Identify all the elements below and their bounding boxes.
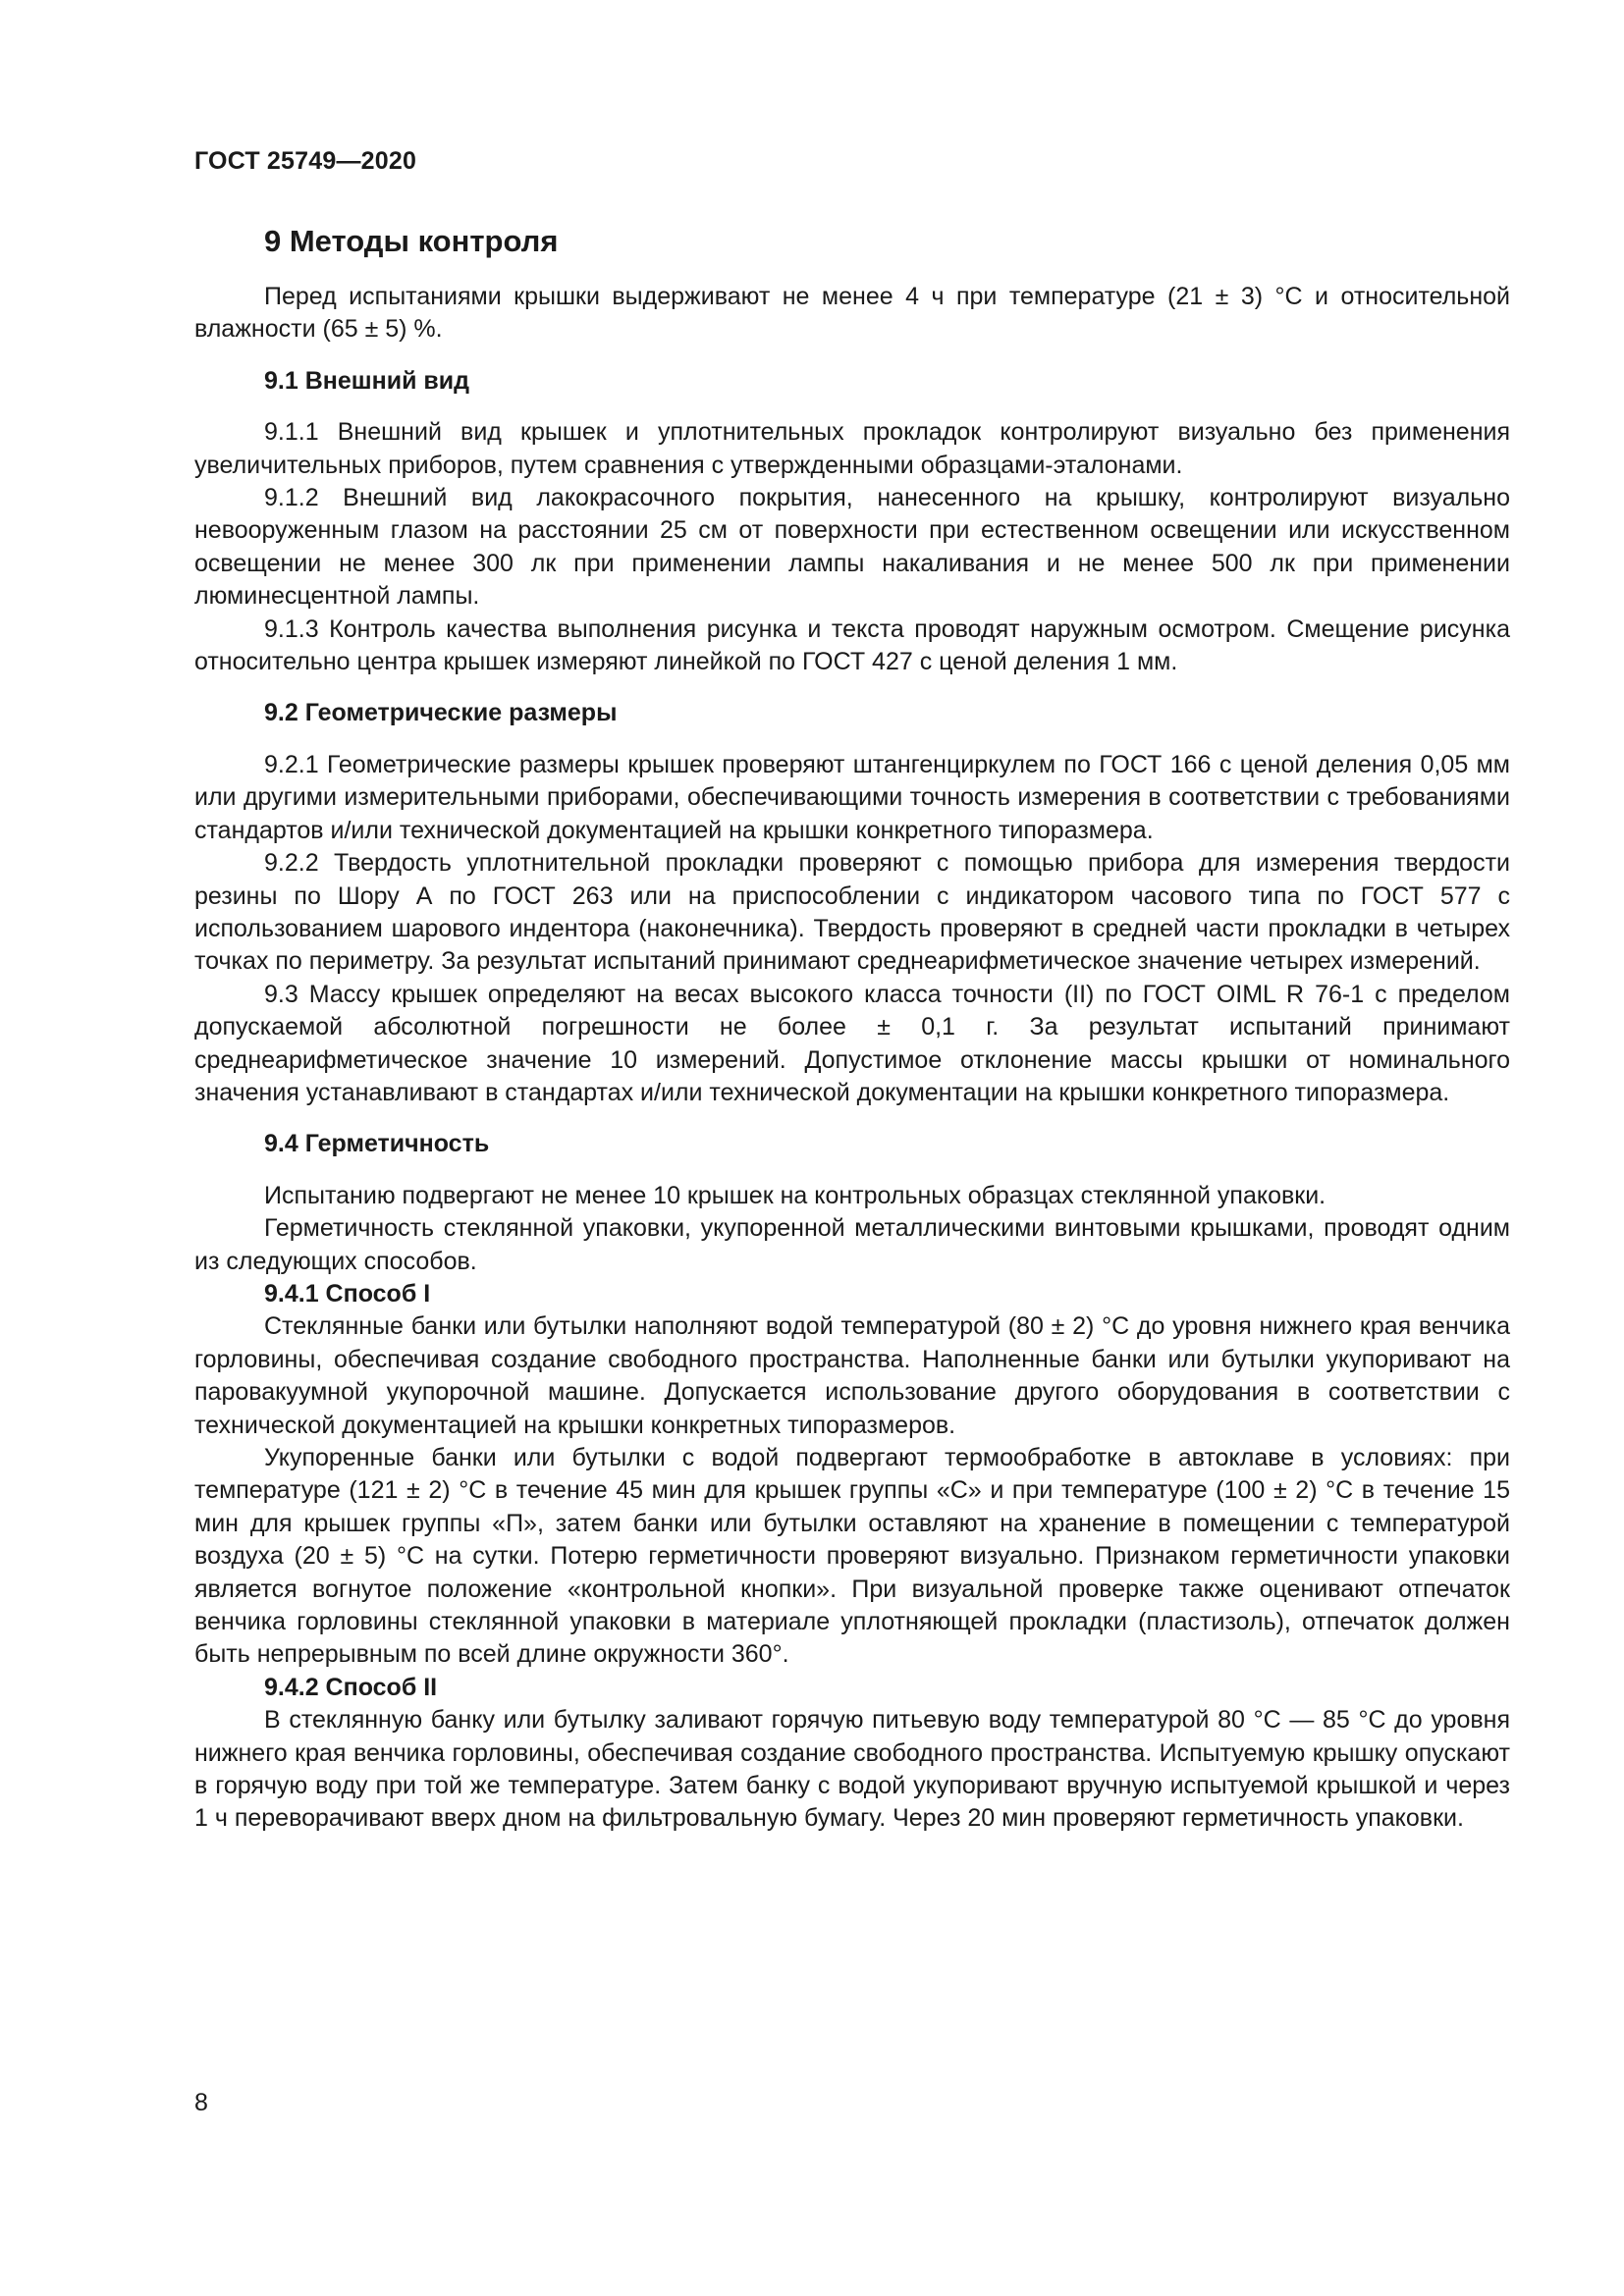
- subsection-title-9-1: 9.1 Внешний вид: [264, 366, 469, 395]
- paragraph-9-3: 9.3 Массу крышек определяют на весах высокого класса точности (II) по ГОСТ OIML R 76-1 с пределом допускаемой абсолютной погрешности не более ± 0,1 г. За результат испытаний принимают среднеарифметическое значение 10 измерений. Допустимое отклонение массы крышки от номинального значения устанавливают в стандартах и/или технической документации на крышки конкретного типоразмера.: [194, 980, 1510, 1106]
- subsection-title-9-4: 9.4 Герметичность: [264, 1130, 490, 1158]
- paragraph-9-4-1-b: Укупоренные банки или бутылки с водой подвергают термообработке в автоклаве в условиях: при температуре (121 ± 2) °С в течение 45 мин для крышек группы «С» и при температуре (100 ± 2) °С в течение 15 мин для крышек группы «П», затем банки или бутылки оставляют на хранение в помещении с температурой воздуха (20 ± 5) °С на сутки. Потерю герметичности проверяют визуально. Признаком герметичности упаковки является вогнутое положение «контрольной кнопки». При визуальной проверке также оценивают отпечаток венчика горловины стеклянной упаковки в материале уплотняющей прокладки (пластизоль), отпечаток должен быть непрерывным по всей длине окружности 360°.: [194, 1444, 1510, 1669]
- page-number: 8: [194, 2089, 208, 2116]
- subsection-title-9-2: 9.2 Геометрические размеры: [264, 699, 618, 727]
- method-title-9-4-2: 9.4.2 Способ II: [264, 1673, 438, 1701]
- paragraph-9-4-1-a: Стеклянные банки или бутылки наполняют водой температурой (80 ± 2) °С до уровня нижнего края венчика горловины, обеспечивая создание свободного пространства. Наполненные банки или бутылки укупоривают на паровакуумной укупорочной машине. Допускается использование другого оборудования в соответствии с технической документацией на крышки конкретных типоразмеров.: [194, 1312, 1510, 1439]
- document-body: [194, 222, 1510, 1836]
- paragraph-9-2-1: 9.2.1 Геометрические размеры крышек проверяют штангенциркулем по ГОСТ 166 с ценой деления 0,05 мм или другими измерительными приборами, обеспечивающими точность измерения в соответствии с требованиями стандартов и/или технической документацией на крышки конкретного типоразмера.: [194, 750, 1510, 844]
- document-header-code: ГОСТ 25749—2020: [194, 147, 417, 175]
- section-title: 9 Методы контроля: [264, 224, 559, 258]
- paragraph-9-2-2: 9.2.2 Твердость уплотнительной прокладки проверяют с помощью прибора для измерения твердости резины по Шору А по ГОСТ 263 или на приспособлении с индикатором часового типа по ГОСТ 577 с использованием шарового индентора (наконечника). Твердость проверяют в средней части прокладки в четырех точках по периметру. За результат испытаний принимают среднеарифметическое значение четырех измерений.: [194, 849, 1510, 976]
- paragraph-9-4-intro-1: Испытанию подвергают не менее 10 крышек на контрольных образцах стеклянной упаковки.: [264, 1181, 1326, 1209]
- section-intro: Перед испытаниями крышки выдерживают не менее 4 ч при температуре (21 ± 3) °С и относительной влажности (65 ± 5) %.: [194, 283, 1510, 344]
- paragraph-9-4-intro-2: Герметичность стеклянной упаковки, укупоренной металлическими винтовыми крышками, проводят одним из следующих способов.: [194, 1214, 1510, 1275]
- paragraph-9-1-2: 9.1.2 Внешний вид лакокрасочного покрытия, нанесенного на крышку, контролируют визуально невооруженным глазом на расстоянии 25 см от поверхности при естественном освещении или искусственном освещении не менее 300 лк при применении лампы накаливания и не менее 500 лк при применении люминесцентной лампы.: [194, 484, 1510, 611]
- paragraph-9-1-3: 9.1.3 Контроль качества выполнения рисунка и текста проводят наружным осмотром. Смещение рисунка относительно центра крышек измеряют линейкой по ГОСТ 427 с ценой деления 1 мм.: [194, 614, 1510, 676]
- paragraph-9-1-1: 9.1.1 Внешний вид крышек и уплотнительных прокладок контролируют визуально без применения увеличительных приборов, путем сравнения с утвержденными образцами-эталонами.: [194, 418, 1510, 479]
- paragraph-9-4-2: В стеклянную банку или бутылку заливают горячую питьевую воду температурой 80 °С — 85 °С до уровня нижнего края венчика горловины, обеспечивая создание свободного пространства. Испытуемую крышку опускают в горячую воду при той же температуре. Затем банку с водой укупоривают вручную испытуемой крышкой и через 1 ч переворачивают вверх дном на фильтровальную бумагу. Через 20 мин проверяют герметичность упаковки.: [194, 1706, 1510, 1833]
- method-title-9-4-1: 9.4.1 Способ I: [264, 1279, 431, 1308]
